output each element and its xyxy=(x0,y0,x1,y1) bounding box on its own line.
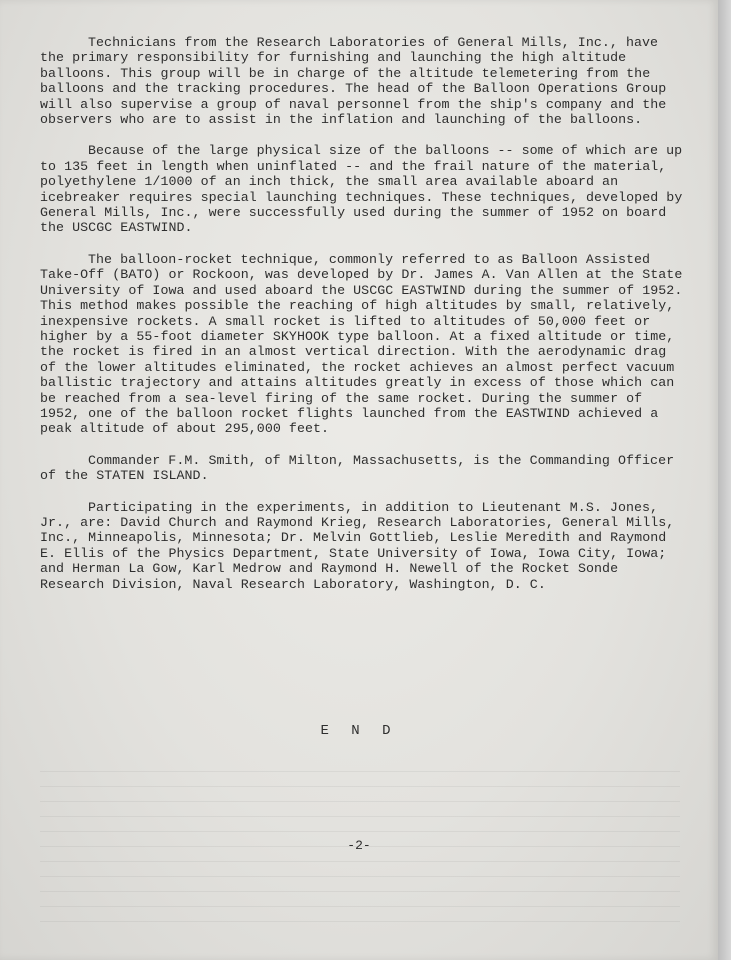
document-body xyxy=(40,35,685,608)
page-number: -2- xyxy=(347,838,371,853)
end-mark: E N D xyxy=(320,723,398,739)
paragraph-participants: Participating in the experiments, in addition to Lieutenant M.S. Jones, Jr., are: David Church and Raymond Krieg, Research Laboratories, General Mills, Inc., Minneapolis, Minnesota; Dr. Melvin Gottlieb, Leslie Meredith and Raymond E. Ellis of the Physics Department, State University of Iowa, Iowa City, Iowa; and Herman La Gow, Karl Medrow and Raymond H. Newell of the Rocket Sonde Research Division, Naval Research Laboratory, Washington, D. C. xyxy=(40,499,675,592)
paragraph-rockoon: The balloon-rocket technique, commonly referred to as Balloon Assisted Take-Off (BATO) or Rockoon, was developed by Dr. James A. Van Allen at the State University of Iowa and used aboard the USCGC EASTWIND during the summer of 1952. This method makes possible the reaching of high altitudes by small, relatively, inexpensive rockets. A small rocket is lifted to altitudes of 50,000 feet or higher by a 55-foot diameter SKYHOOK type balloon. At a fixed altitude or time, the rocket is fired in an almost vertical direction. With the aerodynamic drag of the lower altitudes eliminated, the rocket achieves an almost perfect vacuum ballistic trajectory and attains altitudes greatly in excess of those which can be reached from a sea-level firing of the same rocket. During the summer of 1952, one of the balloon rocket flights launched from the EASTWIND achieved a peak altitude of about 295,000 feet. xyxy=(40,251,683,437)
paragraph-balloon-operations: Technicians from the Research Laboratories of General Mills, Inc., have the primary responsibility for furnishing and launching the high altitude balloons. This group will be in charge of the altitude telemetering from the balloons and the tracking procedures. The head of the Balloon Operations Group will also supervise a group of naval personnel from the ship's company and the observers who are to assist in the inflation and launching of the balloons. xyxy=(40,35,667,128)
scan-edge xyxy=(718,0,731,960)
paragraph-commanding-officer: Commander F.M. Smith, of Milton, Massachusetts, is the Commanding Officer of the STATEN ISLAND. xyxy=(40,452,675,484)
paragraph-launch-techniques: Because of the large physical size of the balloons -- some of which are up to 135 feet in length when uninflated -- and the frail nature of the material, polyethylene 1/1000 of an inch thick, the small area available aboard an icebreaker requires special launching techniques. These techniques, developed by General Mills, Inc., were successfully used during the summer of 1952 on board the USCGC EASTWIND. xyxy=(40,143,683,236)
